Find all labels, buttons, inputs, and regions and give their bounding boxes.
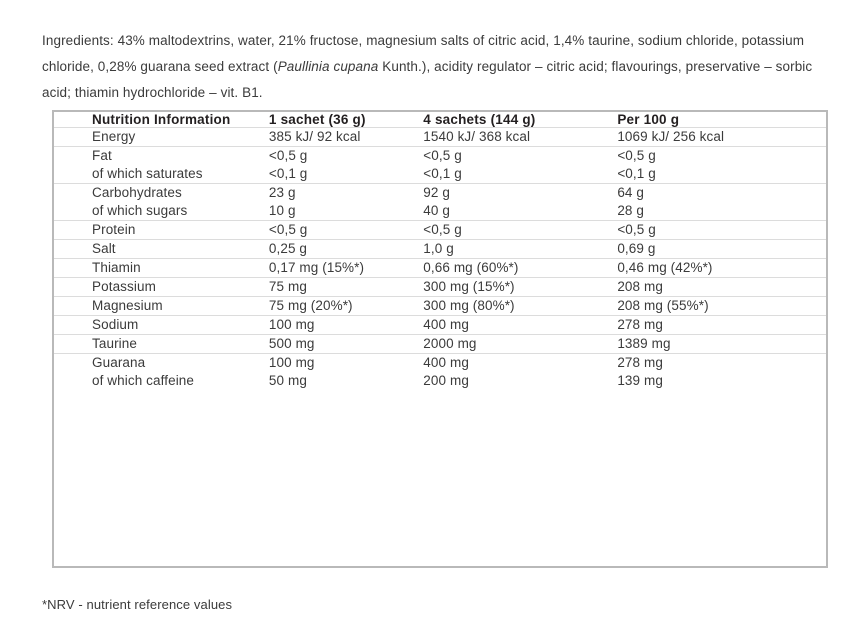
row-label [54,297,269,316]
table-row [54,184,826,221]
row-value-main: 0,69 g [617,241,656,256]
row-value-main: <0,5 g [423,222,462,237]
row-value-one-sachet [269,184,423,221]
row-value-main: 100 mg [268,355,315,370]
row-value-main: 1,0 g [423,241,454,256]
row-label [54,128,269,147]
row-value-sub: 40 g [423,203,450,218]
row-value-one-sachet [269,147,423,184]
nrv-footnote: *NRV - nutrient reference values [42,597,233,612]
row-value-main: 75 mg (20%*) [268,298,353,313]
row-label-sub: of which saturates [92,166,203,181]
row-label-main: Protein [92,222,136,237]
column-header-per-100g: Per 100 g [617,112,680,127]
row-label-main: Energy [92,129,136,144]
row-label-main: Taurine [92,336,137,351]
row-value-one-sachet [269,259,423,278]
row-value-per-100g [617,259,826,278]
row-value-four-sachets [423,278,617,297]
row-label [54,240,269,259]
row-value-one-sachet [269,128,423,147]
row-value-main: 278 mg [617,355,663,370]
row-value-main: 92 g [423,185,450,200]
ingredients-text-prefix: Ingredients: 43% maltodextrins, water, 21% fructose, magnesium salts of citric acid, 1,4% taurine, sodium chloride, potassium chloride, 0,28% guarana seed extract ( [42,32,805,74]
row-value-per-100g [617,278,826,297]
row-label [54,221,269,240]
row-value-one-sachet [269,240,423,259]
row-value-sub: 139 mg [617,373,663,388]
table-row [54,297,826,316]
row-value-per-100g [617,147,826,184]
row-value-per-100g [617,335,826,354]
row-label [54,316,269,335]
row-value-sub: 28 g [617,203,645,218]
row-value-main: <0,5 g [268,222,308,237]
row-value-main: 23 g [268,185,296,200]
row-label-main: Fat [92,148,112,163]
table-row [54,278,826,297]
row-label [54,335,269,354]
ingredients-text-suffix: Kunth.), acidity regulator – citric acid; flavourings, preservative – sorbic acid; thiamin hydrochloride – vit. B1. [42,58,813,100]
row-label [54,147,269,184]
row-value-sub: <0,1 g [617,166,656,181]
row-value-main: 0,66 mg (60%*) [423,260,519,275]
column-header-nutrition-information: Nutrition Information [92,112,231,127]
table-header [54,112,826,128]
row-value-four-sachets [423,147,617,184]
row-label [54,184,269,221]
row-label-main: Potassium [92,279,156,294]
row-label [54,278,269,297]
row-value-main: 400 mg [423,355,469,370]
row-value-main: 385 kJ/ 92 kcal [268,129,361,144]
row-value-per-100g [617,297,826,316]
row-value-one-sachet [269,354,423,407]
row-value-four-sachets [423,259,617,278]
row-value-four-sachets [423,354,617,407]
nutrition-table [54,112,826,406]
table-row [54,354,826,407]
table-header-row [54,112,826,128]
row-value-per-100g [617,184,826,221]
row-value-main: 2000 mg [423,336,477,351]
row-value-main: 400 mg [423,317,469,332]
row-value-main: 1540 kJ/ 368 kcal [423,129,531,144]
row-value-per-100g [617,354,826,407]
row-value-four-sachets [423,184,617,221]
row-value-main: 100 mg [268,317,315,332]
row-value-main: 208 mg [617,279,663,294]
row-value-per-100g [617,128,826,147]
row-label-main: Guarana [92,355,146,370]
row-value-sub: 200 mg [423,373,469,388]
row-value-per-100g [617,316,826,335]
row-label-main: Thiamin [92,260,141,275]
row-value-main: <0,5 g [423,148,462,163]
row-value-one-sachet [269,297,423,316]
row-value-one-sachet [269,316,423,335]
row-value-four-sachets [423,128,617,147]
row-value-per-100g [617,221,826,240]
table-row [54,128,826,147]
row-value-main: 300 mg (15%*) [423,279,515,294]
table-body [54,128,826,407]
table-row [54,147,826,184]
row-value-four-sachets [423,240,617,259]
column-header-four-sachets: 4 sachets (144 g) [423,112,536,127]
row-value-sub: 10 g [268,203,296,218]
nutrition-table-container [52,110,828,568]
row-label-main: Sodium [92,317,139,332]
row-value-one-sachet [269,221,423,240]
row-label-sub: of which sugars [92,203,188,218]
row-value-sub: 50 mg [268,373,307,388]
ingredients-paragraph [42,28,832,106]
row-value-sub: <0,1 g [268,166,308,181]
row-value-main: 500 mg [268,336,315,351]
table-row [54,316,826,335]
row-value-main: 1389 mg [617,336,671,351]
row-value-main: 1069 kJ/ 256 kcal [617,129,725,144]
row-label-main: Carbohydrates [92,185,182,200]
row-value-per-100g [617,240,826,259]
row-label [54,354,269,407]
row-value-main: 0,25 g [268,241,308,256]
row-value-one-sachet [269,278,423,297]
row-value-main: 0,46 mg (42%*) [617,260,713,275]
column-header-one-sachet: 1 sachet (36 g) [268,112,366,127]
table-row [54,259,826,278]
row-value-four-sachets [423,297,617,316]
row-label-main: Magnesium [92,298,163,313]
row-value-one-sachet [269,335,423,354]
row-value-main: <0,5 g [617,148,656,163]
row-value-main: 75 mg [268,279,307,294]
row-label [54,259,269,278]
table-row [54,221,826,240]
row-value-main: 208 mg (55%*) [617,298,709,313]
row-value-main: <0,5 g [268,148,308,163]
row-value-main: 300 mg (80%*) [423,298,515,313]
row-value-four-sachets [423,316,617,335]
row-value-four-sachets [423,221,617,240]
table-row [54,240,826,259]
row-value-main: 278 mg [617,317,663,332]
row-value-sub: <0,1 g [423,166,462,181]
table-row [54,335,826,354]
row-value-main: <0,5 g [617,222,656,237]
ingredients-latin-name: Paullinia cupana [277,58,379,74]
row-value-main: 64 g [617,185,645,200]
row-label-sub: of which caffeine [92,373,195,388]
row-label-main: Salt [92,241,116,256]
row-value-four-sachets [423,335,617,354]
row-value-main: 0,17 mg (15%*) [268,260,365,275]
